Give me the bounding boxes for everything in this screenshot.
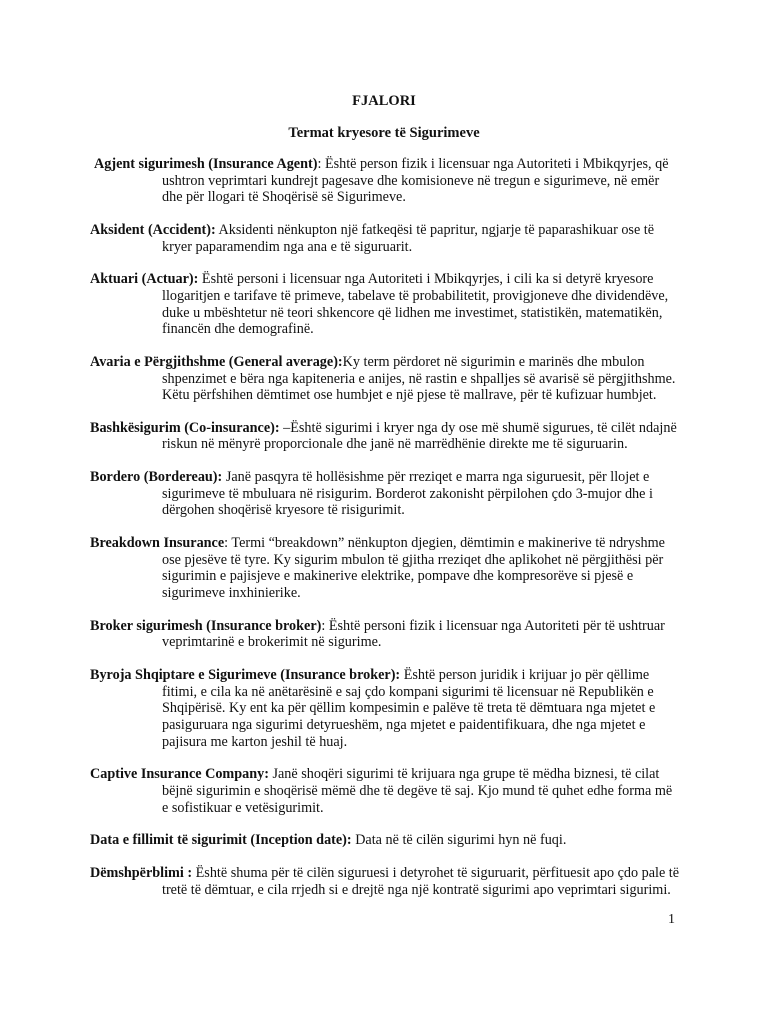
glossary-definition: Është person juridik i krijuar jo për qëllime fitimi, e cila ka në anëtarësinë e saj çdo kompani sigurimi të licensuar në Republikën e Shqipërisë. Ky ent ka për qëllim kompesimin e palëve të treta të dëmtuara nga mjetet e pasiguruara nga sigurimi detyrueshëm, nga mjetet e paidentifikuara, dhe nga mjetet e pajisura me karton jeshil të huaj.	[162, 667, 656, 750]
glossary-term: Bordero (Bordereau):	[90, 469, 223, 486]
glossary-entry	[90, 420, 680, 453]
glossary-entry	[90, 469, 680, 519]
glossary-term: Avaria e Përgjithshme (General average):	[90, 353, 343, 370]
glossary-definition: Janë shoqëri sigurimi të krijuara nga grupe të mëdha biznesi, të cilat bëjnë sigurimin e shoqërisë mëmë dhe të degëve të saj. Kjo mund të quhet edhe forma më e sofistikuar e vetësigurimit.	[162, 766, 673, 816]
glossary-entry	[90, 832, 680, 849]
glossary-term: Bashkësigurim (Co-insurance):	[90, 419, 280, 436]
glossary-term: Agjent sigurimesh (Insurance Agent)	[94, 156, 318, 172]
glossary-term: Data e fillimit të sigurimit (Inception date):	[90, 832, 352, 849]
glossary-entry	[90, 865, 680, 898]
glossary-term: Aktuari (Actuar):	[90, 271, 199, 288]
glossary-term: Breakdown Insurance	[90, 535, 225, 552]
document-title: FJALORI	[352, 93, 416, 109]
glossary-definition: Aksidenti nënkupton një fatkeqësi të papritur, ngjarje të paparashikuar ose të kryer paparamendim nga ana e të siguruarit.	[162, 221, 655, 255]
glossary-term: Dëmshpërblimi :	[90, 865, 193, 882]
glossary-definition: : Është personi fizik i licensuar nga Autoriteti për të ushtruar veprimtarinë e brokerimit në sigurime.	[162, 617, 665, 651]
glossary-definition: : Është person fizik i licensuar nga Autoriteti i Mbikqyrjes, që ushtron veprimtari kundrejt pagesave dhe komisioneve në tregun e sigurimeve, në emër dhe për llogari të Shoqërisë së Sigurimeve.	[162, 156, 669, 206]
glossary-term: Byroja Shqiptare e Sigurimeve (Insurance broker):	[90, 667, 401, 684]
glossary-definition: Ky term përdoret në sigurimin e marinës dhe mbulon shpenzimet e bëra nga kapiteneria e anijes, në rastin e shpalljes së avarisë së përgjithshme. Këtu përfshihen dëmtimet ose humbjet e një pjese të mallrave, për të kufizuar humbjet.	[162, 353, 676, 404]
glossary-entry	[90, 667, 680, 750]
glossary-entry	[90, 271, 680, 337]
glossary-definition: Është shuma për të cilën siguruesi i detyrohet të siguruarit, përfituesit apo çdo pale të tretë të dëmtuar, e cila rrjedh si e drejtë nga një kontratë sigurimi apo veprimtari sigurimi.	[162, 865, 680, 898]
page-number: 1	[668, 912, 675, 927]
glossary-definition: Është personi i licensuar nga Autoriteti i Mbikqyrjes, i cili ka si detyrë kryesore llogaritjen e tarifave të primeve, tabelave të probabilitetit, provigjoneve dhe dividendëve, duke u mbështetur në teori shkencore që lidhen me investimet, statistikën, matematikën, financën dhe demografinë.	[162, 271, 669, 338]
glossary-definition: Janë pasqyra të hollësishme për rreziqet e marra nga siguruesit, për llojet e sigurimeve të mbuluara në risigurim. Borderot zakonisht përpilohen çdo 3-mujor dhe i dërgohen shoqërisë kryesore të risigurimit.	[162, 469, 653, 519]
glossary-entry	[90, 222, 680, 255]
glossary-term: Broker sigurimesh (Insurance broker)	[90, 617, 322, 634]
document-subtitle: Termat kryesore të Sigurimeve	[288, 125, 480, 141]
glossary-definition: Data në të cilën sigurimi hyn në fuqi.	[351, 832, 567, 849]
glossary-term: Aksident (Accident):	[90, 221, 216, 238]
glossary-entry	[90, 156, 680, 206]
glossary-list	[90, 156, 680, 914]
glossary-entry	[90, 354, 680, 404]
glossary-entry	[90, 535, 680, 601]
glossary-entry	[90, 766, 680, 816]
glossary-entry	[90, 618, 680, 651]
glossary-definition: : Termi “breakdown” nënkupton djegien, dëmtimin e makinerive të ndryshme ose pjesëve të tyre. Ky sigurim mbulon të gjitha rreziqet dhe aplikohet në përgjithësi për sigurimin e pajisjeve e makinerive elektrike, pompave dhe kompresorëve si pjesë e sigurimeve inxhinierike.	[162, 535, 665, 601]
glossary-term: Captive Insurance Company:	[90, 766, 269, 783]
glossary-definition: –Është sigurimi i kryer nga dy ose më shumë sigurues, të cilët ndajnë riskun në mënyrë proporcionale dhe janë në marrëdhënie direkte me të siguruarin.	[162, 419, 677, 453]
